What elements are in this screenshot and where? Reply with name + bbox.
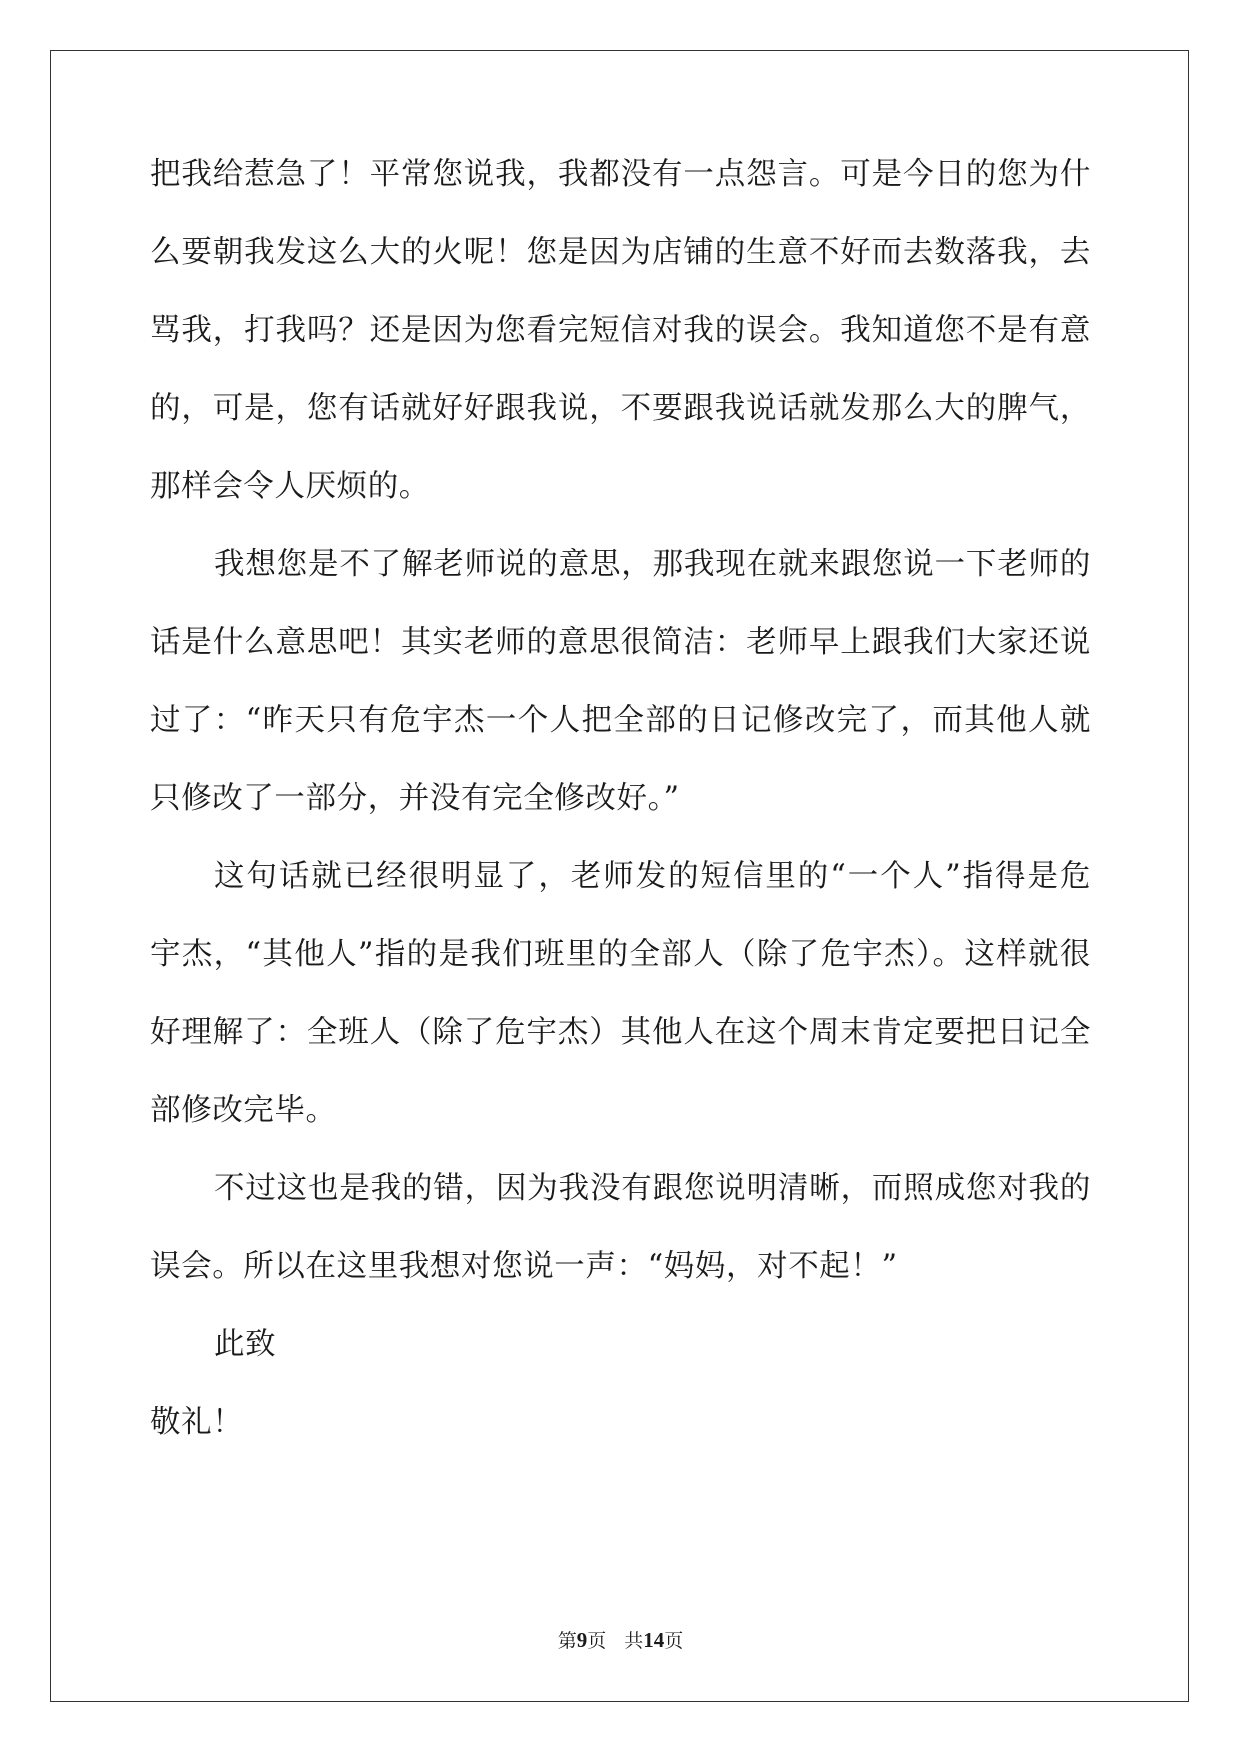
total-pages: 14 — [643, 1628, 665, 1652]
paragraph-first-line: 我想您是不了解老师说的意思，那我现在就来跟您说一下老师的 — [214, 547, 1091, 582]
closing-regards: 敬礼！ — [150, 1405, 244, 1440]
text-line: 好理解了：全班人（除了危宇杰）其他人在这个周末肯定要把日记全 — [150, 1015, 1091, 1050]
text-line: 么要朝我发这么大的火呢！您是因为店铺的生意不好而去数落我，去 — [150, 235, 1091, 270]
closing-salutation: 此致 — [214, 1327, 277, 1362]
text-line: 过了：“昨天只有危宇杰一个人把全部的日记修改完了，而其他人就 — [150, 703, 1091, 738]
text-line: 把我给惹急了！平常您说我，我都没有一点怨言。可是今日的您为什 — [150, 157, 1091, 192]
page-footer — [0, 1628, 1241, 1653]
text-line: 骂我，打我吗？还是因为您看完短信对我的误会。我知道您不是有意 — [150, 313, 1091, 348]
total-prefix: 共 — [624, 1630, 644, 1652]
page-prefix: 第 — [557, 1630, 577, 1652]
total-suffix: 页 — [664, 1630, 684, 1652]
text-line: 误会。所以在这里我想对您说一声：“妈妈，对不起！” — [150, 1249, 898, 1284]
text-line: 的，可是，您有话就好好跟我说，不要跟我说话就发那么大的脾气， — [150, 391, 1091, 426]
text-line: 部修改完毕。 — [150, 1093, 337, 1128]
paragraph-first-line: 这句话就已经很明显了，老师发的短信里的“一个人”指得是危 — [214, 859, 1091, 894]
text-line: 那样会令人厌烦的。 — [150, 469, 430, 504]
text-line: 宇杰，“其他人”指的是我们班里的全部人（除了危宇杰）。这样就很 — [150, 937, 1091, 972]
paragraph-first-line: 不过这也是我的错，因为我没有跟您说明清晰，而照成您对我的 — [214, 1171, 1091, 1206]
text-line: 话是什么意思吧！其实老师的意思很简洁：老师早上跟我们大家还说 — [150, 625, 1091, 660]
text-line: 只修改了一部分，并没有完全修改好。” — [150, 781, 680, 816]
page-number: 9 — [576, 1628, 588, 1652]
page-suffix: 页 — [587, 1630, 607, 1652]
